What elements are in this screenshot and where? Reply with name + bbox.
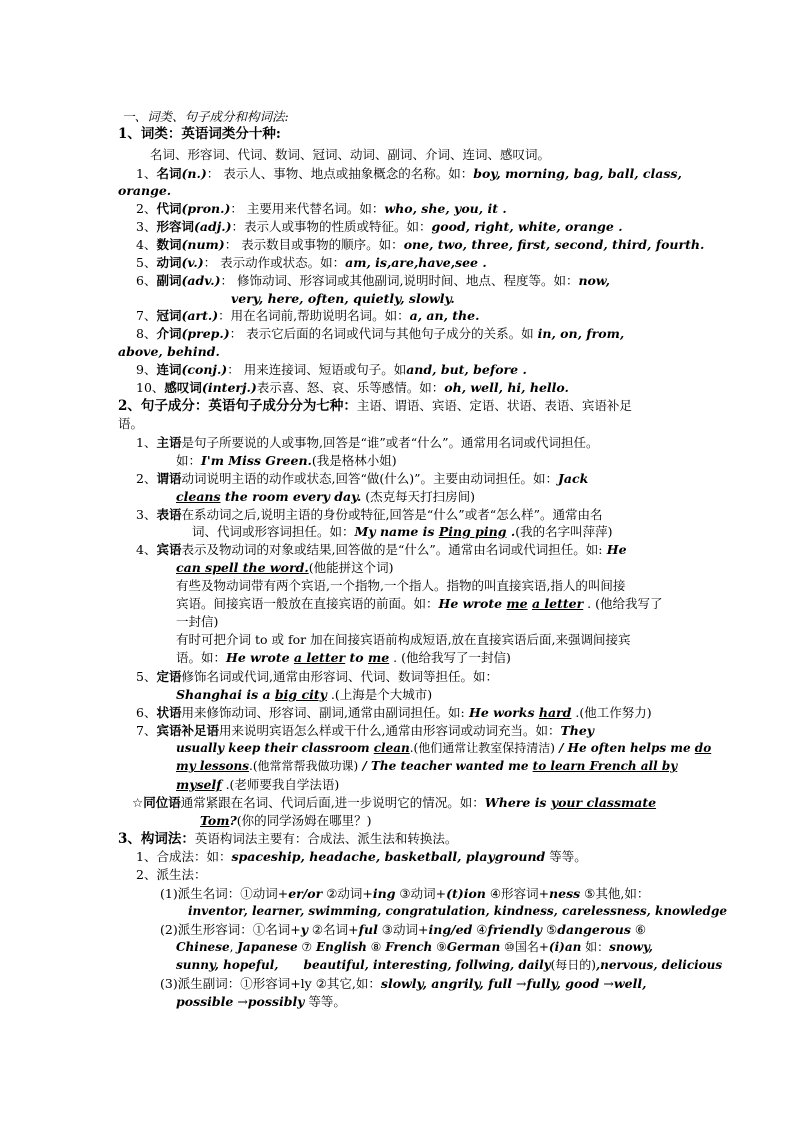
term: 连词 — [156, 362, 182, 377]
text: ：表示人或事物的性质或特征。如： — [231, 219, 432, 234]
example: snowy, — [609, 940, 653, 954]
text: ⑩国名+ — [500, 940, 549, 954]
heading-sentence-components — [0, 397, 794, 415]
text: 等等。 — [304, 994, 346, 1009]
arrow-icon: → — [512, 976, 527, 991]
text: ⑦ — [297, 940, 316, 954]
text: 有些及物动词带有两个宾语,一个指物,一个指人。指物的叫直接宾语,指人的叫间接 — [176, 578, 626, 593]
example: good, right, white, orange . — [431, 219, 623, 234]
abbr: (interj.) — [201, 380, 257, 395]
abbr: (conj.) — [181, 362, 228, 377]
example: orange. — [118, 183, 172, 198]
example: me — [506, 596, 528, 611]
example: very, here, often, quietly, slowly. — [231, 291, 455, 306]
item-appositive — [0, 794, 794, 811]
text: ： 表示它后面的名词或代词与其他句子成分的关系。如 — [229, 326, 538, 341]
text: ⑤其他,如： — [580, 886, 650, 901]
item-predicative — [0, 506, 794, 523]
example: Chinese — [176, 940, 230, 954]
example: Shanghai is a — [176, 687, 275, 702]
text: ： 表示人、事物、地点或抽象概念的名称。如： — [206, 166, 474, 181]
text: ④形容词+ — [485, 886, 550, 901]
item-subject — [0, 434, 794, 451]
example: sunny, hopeful, beautiful, interesting, follwing, daily — [176, 958, 551, 972]
example: My name is — [354, 524, 439, 539]
example: dangerous — [557, 922, 631, 937]
text: 2、 — [136, 201, 157, 216]
item-object-complement-ex-2 — [0, 758, 794, 775]
example: above, behind. — [118, 344, 220, 359]
term: 形容词 — [156, 219, 194, 234]
example: (i)an — [548, 940, 582, 954]
heading: 3、构词法： — [118, 831, 195, 847]
text: 6、 — [136, 705, 157, 720]
example: He wrote — [438, 596, 507, 611]
text: 动词说明主语的动作或状态,回答“做(什么)”。主要由动词担任。如： — [181, 471, 558, 486]
text: 英语构词法主要有：合成法、派生法和转换法。 — [194, 831, 458, 846]
term: 动词 — [156, 255, 182, 270]
example: They — [560, 723, 595, 738]
term: 数词 — [156, 237, 182, 252]
arrow-icon: → — [233, 994, 248, 1009]
example: now, — [578, 273, 610, 288]
item-conjunction — [0, 361, 794, 378]
text: (你的同学汤姆在哪里？) — [236, 813, 372, 828]
item-adjective — [0, 218, 794, 235]
text: 等等。 — [545, 849, 587, 864]
example: well, — [613, 976, 647, 991]
example: oh, well, hi, hello. — [444, 380, 569, 395]
example: ful — [358, 922, 378, 937]
example: your classmate — [550, 795, 657, 810]
text: . (他给我写了一封信) — [389, 650, 511, 665]
text: 1、词类：英语词类分十种: — [118, 126, 281, 142]
example: / The teacher wanted me — [358, 759, 533, 773]
example: clean — [373, 741, 410, 755]
text: 3、 — [136, 219, 157, 234]
example: Ping ping — [438, 524, 507, 539]
term: 定语 — [156, 669, 182, 684]
term: 宾语补足语 — [156, 723, 219, 738]
text: ： 表示动作或状态。如： — [203, 255, 346, 270]
term: 主语 — [156, 435, 182, 450]
example: ? — [229, 813, 237, 828]
heading: 2、句子成分：英语句子成分分为七种： — [118, 398, 357, 414]
item-derived-adjectives — [0, 921, 794, 938]
example: to learn French all by — [532, 759, 678, 773]
item-object-complement — [0, 722, 794, 739]
example: He — [602, 542, 627, 557]
text: 1、 — [136, 166, 157, 181]
example: ness — [549, 886, 581, 901]
abbr: (pron.) — [181, 201, 231, 216]
text: 10、 — [136, 380, 165, 395]
text: 1、合成法：如： — [136, 849, 232, 864]
text: 词、代词或形容词担任。如： — [192, 524, 355, 539]
text: 在系动词之后,说明主语的身份或特征,回答是“什么”或者“怎么样”。通常由名 — [181, 507, 603, 522]
term: 状语 — [156, 705, 182, 720]
abbr: (adv.) — [181, 273, 221, 288]
example: fully, good — [526, 976, 600, 991]
item-adverb — [0, 272, 794, 289]
word-class-list — [0, 146, 794, 163]
item-derived-nouns-examples — [0, 903, 794, 920]
abbr: (v.) — [181, 255, 204, 270]
text: 5、 — [136, 255, 157, 270]
item-noun — [0, 165, 794, 182]
example: cleans — [176, 489, 221, 504]
item-numeral — [0, 236, 794, 253]
text: 如： — [581, 940, 610, 954]
abbr: (adj.) — [193, 219, 232, 234]
text: . (他给我写了 — [583, 596, 663, 611]
item-derived-adjectives-2 — [0, 939, 794, 956]
text: ④ — [472, 922, 488, 937]
example: Jack — [557, 471, 589, 486]
example: spaceship, headache, basketball, playground — [231, 849, 546, 864]
example: myself — [176, 777, 222, 792]
text: ②动词+ — [322, 886, 373, 901]
item-derived-adjectives-examples — [0, 957, 794, 974]
text: 3、 — [136, 507, 157, 522]
text: 表示及物动词的对象或结果,回答做的是“什么”。通常由名词或代词担任。如: — [181, 542, 603, 557]
text: 名词、形容词、代词、数词、冠词、动词、副词、介词、连词、感叹词。 — [150, 147, 551, 162]
text: .(老师要我自学法语) — [221, 777, 340, 792]
text: 7、 — [136, 308, 157, 323]
text: , — [229, 940, 238, 954]
text: 有时可把介词 to 或 for 加在间接宾语前构成短语,放在直接宾语后面,来强调间接宾 — [176, 632, 631, 647]
item-subject-example — [0, 452, 794, 469]
text: ： 修饰动词、形容词或其他副词,说明时间、地点、程度等。如： — [220, 273, 579, 288]
term: 表语 — [156, 507, 182, 522]
item-verb — [0, 254, 794, 271]
item-article — [0, 307, 794, 324]
text: 宾语。间接宾语一般放在直接宾语的前面。如： — [176, 596, 439, 611]
text: (每日的) — [550, 958, 596, 972]
text: 8、 — [136, 326, 157, 341]
item-attribute-example — [0, 686, 794, 703]
example: French — [385, 940, 433, 954]
example: inventor, learner, swimming, congratulation, kindness, carelessness, knowledge — [188, 904, 727, 918]
text: 通常紧跟在名词、代词后面,进一步说明它的情况。如： — [180, 795, 485, 810]
example: (t)ion — [446, 886, 486, 901]
item-compounding — [0, 848, 794, 865]
text: 9、 — [136, 362, 157, 377]
item-object-note-1 — [0, 577, 794, 594]
star-icon: ☆ — [132, 795, 144, 810]
example: can spell the word. — [176, 560, 309, 575]
text: 表示喜、怒、哀、乐等感情。如： — [256, 380, 445, 395]
text: (杰克每天打扫房间) — [361, 489, 476, 504]
text: 2、派生法： — [136, 867, 207, 882]
example: possible — [176, 994, 234, 1009]
text: 如： — [176, 453, 202, 468]
text: 主语、谓语、宾语、定语、状语、表语、宾语补足 — [356, 398, 632, 413]
item-predicate — [0, 470, 794, 487]
item-pronoun — [0, 200, 794, 217]
item-noun-cont — [0, 182, 794, 199]
item-derived-adverbs — [0, 975, 794, 992]
item-object-complement-ex-3 — [0, 776, 794, 793]
term: 冠词 — [156, 308, 182, 323]
item-predicate-example — [0, 488, 794, 505]
item-predicative-example — [0, 523, 794, 540]
text: 一封信) — [176, 614, 219, 629]
text: ⑧ — [366, 940, 386, 954]
example: He wrote — [226, 650, 294, 665]
text: (他能拼这个词) — [308, 560, 394, 575]
example: do — [694, 741, 712, 755]
text: .(上海是个大城市) — [326, 687, 433, 702]
term: 名词 — [156, 166, 182, 181]
text: ⑥ — [630, 922, 647, 937]
text: ③动词+ — [395, 886, 447, 901]
example: me — [367, 650, 390, 665]
abbr: (art.) — [181, 308, 219, 323]
text: ⑤ — [542, 922, 558, 937]
term: 介词 — [156, 326, 182, 341]
item-adverbial — [0, 704, 794, 721]
example: in, on, from, — [537, 326, 625, 341]
example: boy, morning, bag, ball, class, — [473, 166, 682, 181]
item-object-complement-ex-1 — [0, 740, 794, 757]
text: ： 用来连接词、短语或句子。如 — [227, 362, 407, 377]
item-object-example — [0, 559, 794, 576]
example: usually keep their classroom — [176, 741, 374, 755]
example: ,nervous, delicious — [596, 958, 723, 972]
example: friendly — [487, 922, 543, 937]
example: and, but, before . — [406, 362, 527, 377]
item-object-note-3 — [0, 613, 794, 630]
example: Tom — [200, 813, 230, 828]
text: ： 表示数目或事物的顺序。如： — [224, 237, 404, 252]
text: 语。 — [118, 416, 144, 431]
example: / He often helps me — [554, 741, 695, 755]
text: 4、 — [136, 237, 157, 252]
heading-word-classes — [0, 126, 794, 143]
text: (1)派生名词：①动词+ — [160, 886, 289, 901]
example: my lessons — [176, 759, 250, 773]
example: German — [446, 940, 501, 954]
example: I'm Miss Green. — [201, 453, 312, 468]
heading-sentence-components-cont — [0, 415, 794, 432]
text: 一、词类、句子成分和构词法: — [122, 109, 289, 124]
text: 用来修饰动词、形容词、副词,通常由副词担任。如: — [181, 705, 465, 720]
example: slowly, angrily, full — [380, 976, 513, 991]
example: big city — [274, 687, 327, 702]
item-object — [0, 541, 794, 558]
term: 同位语 — [143, 795, 181, 810]
text: (3)派生副词：①形容词+ly ②其它,如： — [160, 976, 381, 991]
example: a, an, the. — [409, 308, 480, 323]
term: 代词 — [156, 201, 182, 216]
item-derivation — [0, 866, 794, 883]
example: a letter — [531, 596, 584, 611]
abbr: (n.) — [181, 166, 207, 181]
item-appositive-example — [0, 812, 794, 829]
example: who, she, you, it . — [384, 201, 507, 216]
example: Where is — [484, 795, 551, 810]
text: 修饰名词或代词,通常由形容词、代词、数词等担任。如： — [181, 669, 498, 684]
term: 副词 — [156, 273, 182, 288]
text: ⑨ — [432, 940, 447, 954]
text: ②名词+ — [307, 922, 359, 937]
text: ：用在名词前,帮助说明名词。如： — [218, 308, 410, 323]
heading-word-formation — [0, 830, 794, 848]
text: ： 主要用来代替名词。如： — [230, 201, 385, 216]
abbr: (prep.) — [181, 326, 230, 341]
text: (我是格林小姐) — [311, 453, 397, 468]
example: y — [300, 922, 308, 937]
text: (2)派生形容词：①名词+ — [160, 922, 301, 937]
item-derived-adverbs-cont — [0, 993, 794, 1010]
text: (我的名字叫萍萍) — [515, 524, 613, 539]
example: English — [316, 940, 367, 954]
text: 1、 — [136, 435, 157, 450]
term: 感叹词 — [164, 380, 202, 395]
text: .(他们通常让教室保持清洁) — [409, 741, 555, 755]
example: er/or — [288, 886, 323, 901]
item-object-note-2 — [0, 595, 794, 612]
item-object-note-4 — [0, 631, 794, 648]
example: ing/ed — [428, 922, 473, 937]
arrow-icon: → — [599, 976, 614, 991]
item-preposition-cont — [0, 343, 794, 360]
text: 用来说明宾语怎么样或干什么,通常由形容词或动词充当。如： — [218, 723, 561, 738]
text: .(他常常帮我做功课) — [249, 759, 359, 773]
item-interjection — [0, 379, 794, 396]
text: 5、 — [136, 669, 157, 684]
text: .(他工作努力) — [571, 705, 652, 720]
item-object-note-5 — [0, 649, 794, 666]
example: hard — [538, 705, 572, 720]
text: 2、 — [136, 471, 157, 486]
example: Japanese — [237, 940, 298, 954]
item-attribute — [0, 668, 794, 685]
example: the room every day. — [220, 489, 362, 504]
term: 宾语 — [156, 542, 182, 557]
example: He works — [464, 705, 539, 720]
example: a letter — [293, 650, 346, 665]
text: 7、 — [136, 723, 157, 738]
example: one, two, three, first, second, third, fourth. — [403, 237, 705, 252]
item-adverb-cont — [0, 290, 794, 307]
text: 6、 — [136, 273, 157, 288]
section-heading-1 — [0, 108, 794, 125]
item-derived-nouns — [0, 885, 794, 902]
text: 4、 — [136, 542, 157, 557]
example: possibly — [247, 994, 305, 1009]
example: am, is,are,have,see . — [345, 255, 487, 270]
term: 谓语 — [156, 471, 182, 486]
abbr: (num) — [181, 237, 225, 252]
example: . — [506, 524, 516, 539]
text: 是句子所要说的人或事物,回答是“谁”或者“什么”。通常用名词或代词担任。 — [181, 435, 599, 450]
example: to — [345, 650, 368, 665]
text: ③动词+ — [377, 922, 429, 937]
example: ing — [372, 886, 396, 901]
item-preposition — [0, 325, 794, 342]
text: 语。如： — [176, 650, 227, 665]
